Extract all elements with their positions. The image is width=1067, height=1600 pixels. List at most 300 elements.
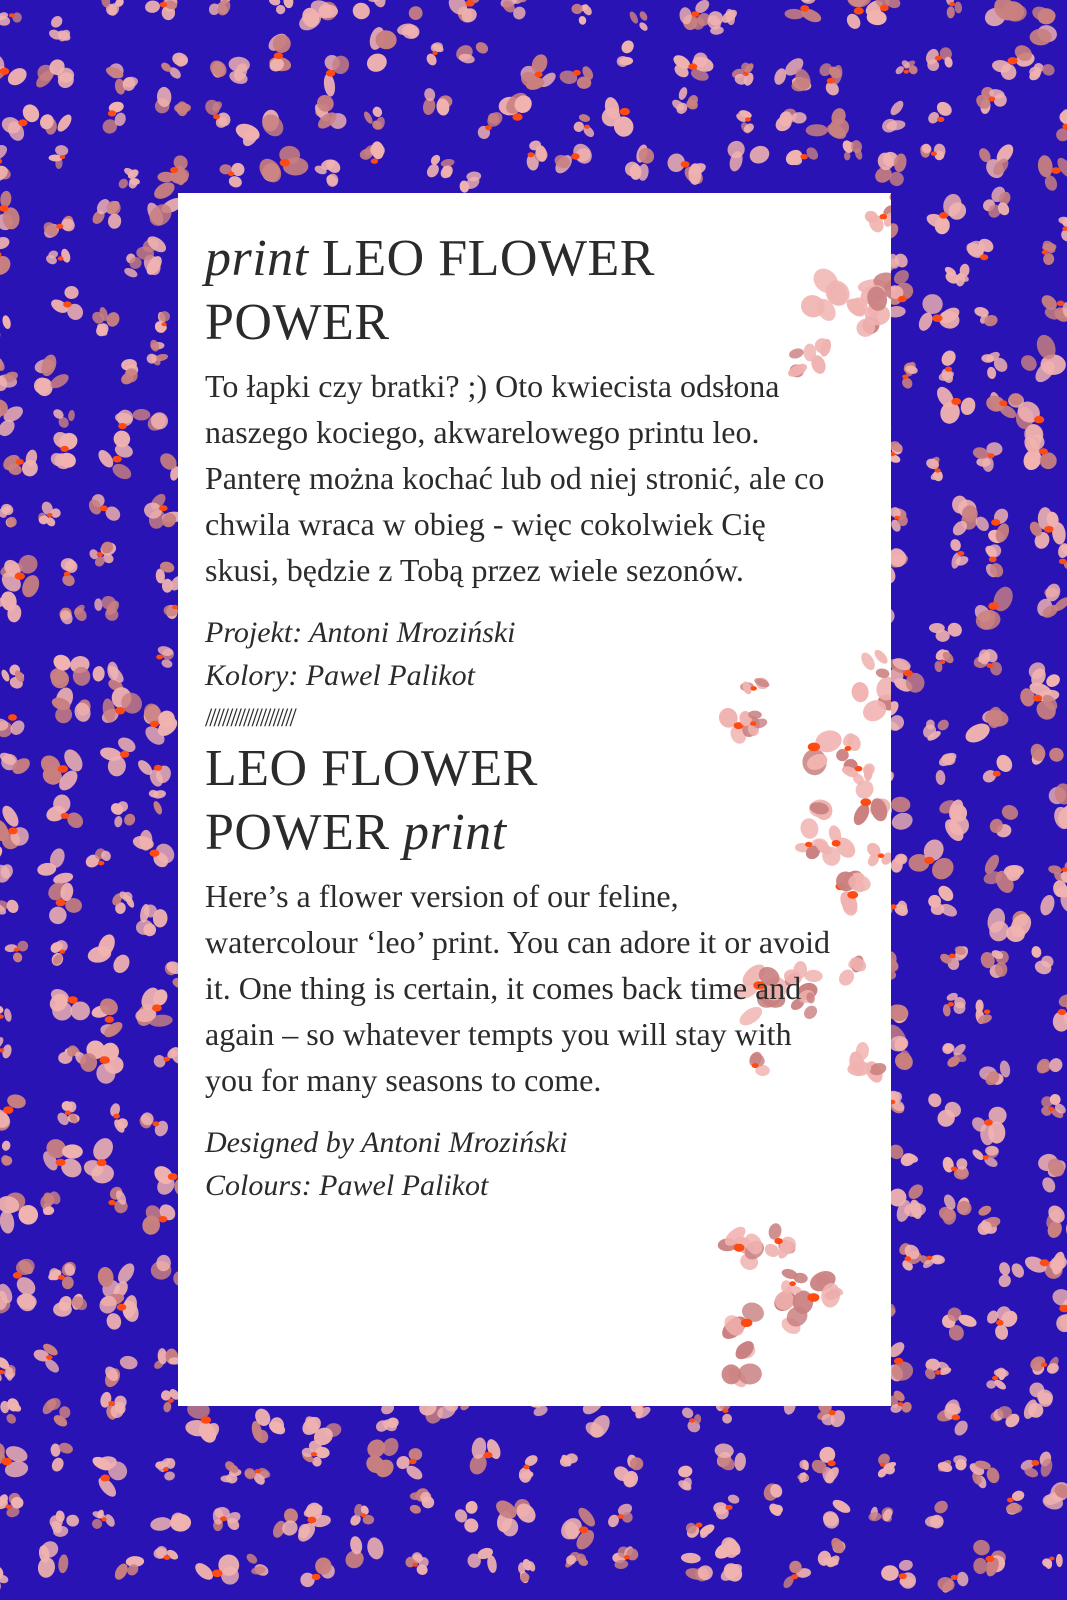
- leopard-spot: [1034, 1056, 1065, 1076]
- leopard-spot: [894, 59, 920, 76]
- leopard-spot: [677, 1465, 694, 1493]
- leopard-spot: [934, 384, 978, 426]
- slash-divider: /////////////////////: [205, 703, 294, 732]
- leopard-spot: [714, 1442, 747, 1473]
- leopard-spot: [784, 0, 823, 25]
- leopard-spot: [925, 192, 970, 235]
- leopard-spot: [342, 1535, 386, 1572]
- leopard-spot: [977, 141, 1017, 181]
- leopard-spot: [250, 1406, 287, 1445]
- leopard-spot: [0, 1140, 13, 1167]
- leopard-spot: [623, 143, 657, 181]
- leopard-spot: [781, 1561, 811, 1590]
- leopard-spot: [152, 1348, 181, 1371]
- leopard-spot: [988, 802, 1021, 839]
- leopard-spot: [109, 1102, 130, 1134]
- leopard-spot: [99, 734, 138, 777]
- leopard-spot: [364, 25, 397, 75]
- leopard-spot: [1027, 507, 1066, 551]
- leopard-spot: [40, 1190, 62, 1216]
- leopard-spot: [467, 1546, 498, 1574]
- leopard-spot: [684, 1521, 717, 1541]
- leopard-spot: [941, 1156, 969, 1180]
- leopard-spot: [144, 0, 180, 20]
- leopard-spot: [886, 1181, 926, 1223]
- polish-credit-design: Projekt: Antoni Mroziński: [205, 616, 516, 649]
- leopard-spot: [0, 142, 13, 185]
- leopard-spot: [0, 1440, 30, 1479]
- leopard-spot: [712, 1535, 746, 1586]
- leopard-spot: [1036, 1151, 1067, 1194]
- leopard-spot: [973, 86, 1009, 114]
- leopard-spot: [37, 846, 75, 886]
- leopard-spot: [0, 502, 18, 529]
- leopard-spot: [50, 1441, 75, 1473]
- leopard-spot: [1052, 992, 1067, 1032]
- leopard-spot: [57, 603, 89, 627]
- leopard-spot: [0, 1004, 13, 1022]
- leopard-spot: [916, 291, 962, 333]
- leopard-spot: [927, 883, 959, 919]
- leopard-spot: [1040, 238, 1058, 265]
- leopard-spot: [87, 494, 124, 524]
- leopard-spot: [245, 1552, 271, 1578]
- leopard-spot: [1030, 4, 1059, 45]
- polish-title-line2: POWER: [205, 294, 390, 351]
- leopard-spot: [394, 1448, 425, 1483]
- leopard-spot: [1035, 582, 1067, 621]
- leopard-spot: [94, 594, 122, 623]
- leopard-spot: [55, 1100, 80, 1128]
- leopard-spot: [47, 652, 92, 692]
- leopard-spot: [598, 96, 636, 140]
- leopard-spot: [888, 505, 909, 533]
- leopard-spot: [772, 55, 813, 94]
- leopard-spot: [761, 1481, 784, 1518]
- leopard-spot: [943, 263, 970, 287]
- leopard-spot: [0, 53, 30, 89]
- leopard-spot: [924, 46, 954, 73]
- leopard-spot: [425, 41, 445, 67]
- leopard-spot: [666, 152, 707, 187]
- leopard-spot: [983, 0, 1028, 29]
- leopard-spot: [564, 1551, 589, 1570]
- leopard-spot: [731, 61, 756, 87]
- leopard-spot: [949, 538, 970, 570]
- leopard-spot: [90, 995, 125, 1040]
- leopard-spot: [453, 1500, 482, 1535]
- leopard-spot: [0, 397, 26, 440]
- leopard-spot: [48, 1510, 80, 1538]
- leopard-spot: [972, 442, 1004, 472]
- polish-credit-colours: Kolory: Pawel Palikot: [205, 659, 475, 692]
- leopard-spot: [0, 1396, 23, 1425]
- leopard-spot: [220, 1459, 241, 1484]
- leopard-spot: [48, 144, 69, 169]
- leopard-spot: [60, 558, 80, 589]
- leopard-spot: [616, 38, 636, 67]
- leopard-spot: [920, 717, 950, 742]
- leopard-spot: [972, 646, 1003, 676]
- leopard-spot: [271, 1506, 301, 1539]
- leopard-spot: [762, 1222, 798, 1261]
- leopard-spot: [37, 500, 61, 528]
- leopard-spot: [298, 1557, 336, 1590]
- polish-description: To łapki czy bratki? ;) Oto kwiecista odsłona naszego kociego, akwarelowego printu leo. Panterę można kochać lub od niej stronić, ale co chwila wraca w obieg - więc cokolwiek Cię skusi, będzie z Tobą przez wiele sezonów.: [205, 368, 825, 588]
- leopard-spot: [131, 830, 178, 870]
- leopard-spot: [445, 0, 484, 25]
- leopard-spot: [969, 1107, 1006, 1146]
- leopard-spot: [1039, 292, 1067, 325]
- leopard-spot: [138, 1110, 171, 1138]
- leopard-spot: [102, 1355, 138, 1390]
- leopard-spot: [983, 542, 1005, 580]
- leopard-spot: [1031, 945, 1056, 976]
- leopard-spot: [937, 1193, 974, 1226]
- leopard-spot: [519, 1453, 540, 1483]
- leopard-spot: [135, 758, 173, 789]
- leopard-spot: [133, 409, 172, 434]
- english-title-italic: print: [403, 804, 507, 861]
- leopard-spot: [816, 1536, 847, 1570]
- leopard-spot: [453, 40, 490, 65]
- leopard-spot: [929, 620, 965, 642]
- leopard-spot: [192, 1553, 241, 1586]
- leopard-spot: [100, 0, 125, 18]
- leopard-spot: [678, 0, 713, 32]
- leopard-spot: [44, 794, 86, 832]
- leopard-spot: [735, 109, 756, 136]
- leopard-spot: [422, 87, 454, 116]
- leopard-spot: [964, 236, 996, 261]
- leopard-spot: [296, 0, 341, 34]
- english-credit-design: Designed by Antoni Mroziński: [205, 1126, 568, 1159]
- leopard-spot: [671, 50, 715, 83]
- leopard-spot: [841, 139, 864, 161]
- leopard-spot: [937, 348, 958, 385]
- english-title-line1: LEO FLOWER: [205, 740, 538, 797]
- leopard-spot: [681, 1552, 714, 1584]
- leopard-spot: [242, 1466, 272, 1487]
- leopard-spot: [935, 750, 959, 785]
- card-content: [205, 227, 865, 1207]
- leopard-spot: [946, 0, 963, 18]
- english-title-line2: POWER: [205, 804, 390, 861]
- leopard-spot: [872, 151, 908, 189]
- leopard-spot: [4, 939, 30, 964]
- leopard-spot: [518, 1558, 537, 1585]
- leopard-spot: [1004, 1489, 1025, 1517]
- leopard-spot: [37, 746, 86, 794]
- leopard-spot: [982, 852, 1024, 896]
- leopard-spot: [95, 442, 134, 483]
- leopard-spot: [90, 1454, 131, 1500]
- leopard-spot: [973, 305, 999, 328]
- leopard-spot: [919, 142, 946, 162]
- leopard-spot: [53, 1292, 90, 1317]
- leopard-spot: [46, 986, 90, 1021]
- leopard-spot: [159, 50, 190, 80]
- leopard-spot: [933, 647, 955, 673]
- leopard-spot: [985, 1305, 1021, 1341]
- leopard-spot: [724, 137, 772, 172]
- leopard-spot: [863, 203, 891, 235]
- leopard-spot: [806, 106, 853, 142]
- leopard-spot: [219, 160, 247, 189]
- leopard-spot: [0, 1189, 41, 1234]
- leopard-spot: [46, 1259, 78, 1290]
- leopard-spot: [558, 64, 595, 89]
- leopard-spot: [628, 10, 649, 33]
- leopard-spot: [526, 139, 551, 171]
- leopard-spot: [50, 685, 93, 727]
- leopard-spot: [86, 932, 133, 976]
- leopard-spot: [1028, 742, 1066, 767]
- leopard-spot: [938, 944, 970, 972]
- leopard-spot: [809, 1444, 841, 1486]
- leopard-spot: [974, 999, 993, 1025]
- leopard-spot: [876, 1451, 897, 1479]
- leopard-spot: [312, 92, 347, 132]
- leopard-spot: [0, 1491, 24, 1518]
- leopard-spot: [153, 1546, 180, 1562]
- leopard-spot: [40, 1135, 85, 1180]
- leopard-spot: [265, 30, 293, 74]
- leopard-spot: [99, 686, 146, 725]
- leopard-spot: [99, 1391, 128, 1421]
- leopard-spot: [1028, 1353, 1061, 1377]
- leopard-spot: [773, 106, 807, 135]
- leopard-spot: [0, 750, 33, 777]
- leopard-spot: [362, 105, 386, 132]
- leopard-spot: [156, 645, 175, 670]
- leopard-spot: [82, 1135, 117, 1185]
- leopard-spot: [880, 99, 906, 135]
- leopard-spot: [90, 197, 124, 230]
- leopard-spot: [1019, 1450, 1054, 1479]
- leopard-spot: [0, 314, 12, 340]
- leopard-spot: [975, 1204, 1001, 1238]
- leopard-spot: [212, 1507, 242, 1533]
- leopard-spot: [0, 843, 14, 886]
- leopard-spot: [942, 991, 968, 1016]
- leopard-spot: [783, 145, 821, 168]
- leopard-spot: [0, 353, 20, 392]
- leopard-spot: [0, 11, 22, 27]
- leopard-spot: [299, 1413, 343, 1449]
- leopard-spot: [1022, 1250, 1067, 1280]
- leopard-spot: [141, 1201, 179, 1236]
- leopard-spot: [109, 799, 138, 828]
- leopard-spot: [149, 1509, 191, 1532]
- leopard-spot: [0, 1566, 9, 1592]
- leopard-spot: [0, 663, 26, 691]
- leopard-spot: [981, 350, 1010, 380]
- leopard-spot: [154, 1456, 176, 1481]
- leopard-spot: [780, 1267, 808, 1294]
- leopard-spot: [0, 1035, 13, 1059]
- leopard-spot: [0, 101, 42, 143]
- leopard-spot: [612, 1544, 641, 1569]
- leopard-spot: [863, 0, 902, 26]
- leopard-spot: [973, 506, 1012, 545]
- leopard-spot: [396, 6, 423, 41]
- leopard-spot: [1021, 432, 1059, 472]
- leopard-spot: [117, 166, 141, 190]
- leopard-spot: [886, 656, 927, 695]
- leopard-spot: [0, 190, 20, 233]
- leopard-spot: [888, 1035, 916, 1074]
- leopard-spot: [41, 214, 77, 241]
- leopard-spot: [971, 1144, 1002, 1169]
- leopard-spot: [48, 938, 69, 967]
- leopard-spot: [1041, 1478, 1067, 1516]
- leopard-spot: [48, 429, 80, 473]
- leopard-spot: [33, 56, 77, 91]
- leopard-spot: [141, 701, 181, 748]
- leopard-spot: [96, 1292, 142, 1332]
- leopard-spot: [925, 455, 945, 483]
- leopard-spot: [718, 1299, 767, 1343]
- leopard-spot: [38, 112, 74, 135]
- leopard-spot: [0, 714, 27, 738]
- leopard-spot: [135, 233, 168, 278]
- leopard-spot: [820, 1497, 853, 1532]
- leopard-spot: [40, 1396, 72, 1429]
- leopard-spot: [940, 1305, 978, 1343]
- leopard-spot: [897, 1241, 923, 1273]
- leopard-spot: [923, 1358, 952, 1381]
- leopard-spot: [104, 60, 138, 95]
- leopard-spot: [80, 1037, 125, 1085]
- leopard-spot: [1041, 1554, 1063, 1569]
- leopard-spot: [158, 153, 192, 186]
- leopard-spot: [996, 1261, 1026, 1290]
- leopard-spot: [424, 153, 455, 181]
- leopard-spot: [409, 1485, 436, 1515]
- leopard-spot: [0, 235, 14, 279]
- leopard-spot: [83, 846, 112, 870]
- leopard-spot: [202, 97, 232, 130]
- leopard-spot: [935, 1397, 970, 1438]
- leopard-spot: [518, 52, 558, 92]
- leopard-spot: [185, 1399, 223, 1445]
- leopard-spot: [1050, 1287, 1067, 1335]
- leopard-spot: [119, 358, 140, 387]
- leopard-spot: [1056, 542, 1067, 573]
- leopard-spot: [941, 1042, 968, 1069]
- leopard-spot: [351, 0, 388, 21]
- leopard-spot: [937, 797, 971, 844]
- leopard-spot: [1038, 879, 1067, 917]
- leopard-spot: [13, 1256, 39, 1299]
- english-title: [205, 737, 865, 865]
- leopard-spot: [606, 1502, 634, 1529]
- leopard-spot: [0, 898, 20, 917]
- leopard-spot: [145, 339, 168, 368]
- leopard-spot: [0, 1355, 17, 1383]
- english-credits: [205, 1121, 865, 1207]
- leopard-spot: [1027, 61, 1056, 82]
- english-credit-colours: Colours: Pawel Palikot: [205, 1169, 489, 1202]
- leopard-spot: [925, 1498, 950, 1530]
- leopard-spot: [0, 449, 40, 479]
- leopard-spot: [559, 1453, 578, 1468]
- leopard-spot: [705, 7, 740, 35]
- leopard-spot: [107, 1184, 129, 1214]
- leopard-spot: [967, 1459, 1001, 1490]
- leopard-spot: [721, 1338, 762, 1391]
- leopard-spot: [1021, 1382, 1056, 1421]
- leopard-spot: [295, 1500, 332, 1545]
- leopard-spot: [557, 1505, 598, 1553]
- leopard-spot: [680, 1405, 702, 1434]
- leopard-spot: [404, 1551, 431, 1577]
- leopard-spot: [571, 3, 594, 26]
- leopard-spot: [100, 100, 127, 136]
- leopard-spot: [1056, 109, 1067, 142]
- leopard-spot: [348, 1503, 374, 1527]
- leopard-spot: [359, 141, 386, 164]
- leopard-spot: [864, 840, 891, 868]
- leopard-spot: [49, 286, 86, 324]
- polish-title-line1: LEO FLOWER: [322, 230, 655, 287]
- leopard-spot: [972, 584, 1017, 632]
- leopard-spot: [1018, 332, 1066, 386]
- leopard-spot: [45, 879, 83, 928]
- leopard-spot: [233, 109, 287, 149]
- leopard-spot: [32, 1341, 61, 1375]
- leopard-spot: [207, 56, 251, 86]
- leopard-spot: [476, 109, 505, 140]
- leopard-spot: [1045, 782, 1067, 831]
- leopard-spot: [979, 1060, 1012, 1088]
- leopard-spot: [148, 789, 166, 816]
- leopard-spot: [91, 1509, 117, 1531]
- leopard-spot: [881, 1559, 917, 1589]
- english-description: Here’s a flower version of our feline, watercolour ‘leo’ print. You can adore it or avoid it. One thing is certain, it comes back time and again – so whatever tempts you will stay with you for many seasons to come.: [205, 878, 830, 1098]
- leopard-spot: [44, 248, 71, 266]
- leopard-spot: [713, 1493, 741, 1520]
- leopard-spot: [313, 157, 343, 188]
- leopard-spot: [90, 306, 122, 339]
- leopard-spot: [611, 1454, 643, 1489]
- leopard-spot: [459, 171, 482, 193]
- leopard-spot: [950, 495, 980, 538]
- leopard-spot: [936, 1455, 969, 1474]
- leopard-spot: [498, 89, 535, 121]
- polish-credits: [205, 611, 865, 697]
- leopard-spot: [926, 1091, 964, 1130]
- polish-title-italic: print: [205, 230, 309, 287]
- leopard-spot: [986, 1366, 1009, 1392]
- leopard-spot: [908, 836, 958, 884]
- text-card: [178, 193, 891, 1406]
- leopard-spot: [990, 1406, 1023, 1430]
- leopard-spot: [136, 903, 168, 938]
- leopard-spot: [493, 1497, 540, 1537]
- leopard-spot: [571, 113, 596, 139]
- leopard-spot: [499, 0, 530, 22]
- leopard-spot: [112, 1556, 144, 1582]
- polish-title: [205, 227, 865, 355]
- leopard-spot: [1037, 154, 1067, 192]
- leopard-spot: [917, 1253, 945, 1270]
- leopard-spot: [0, 1093, 27, 1135]
- leopard-spot: [268, 0, 295, 15]
- leopard-spot: [889, 1389, 914, 1415]
- leopard-spot: [51, 407, 75, 430]
